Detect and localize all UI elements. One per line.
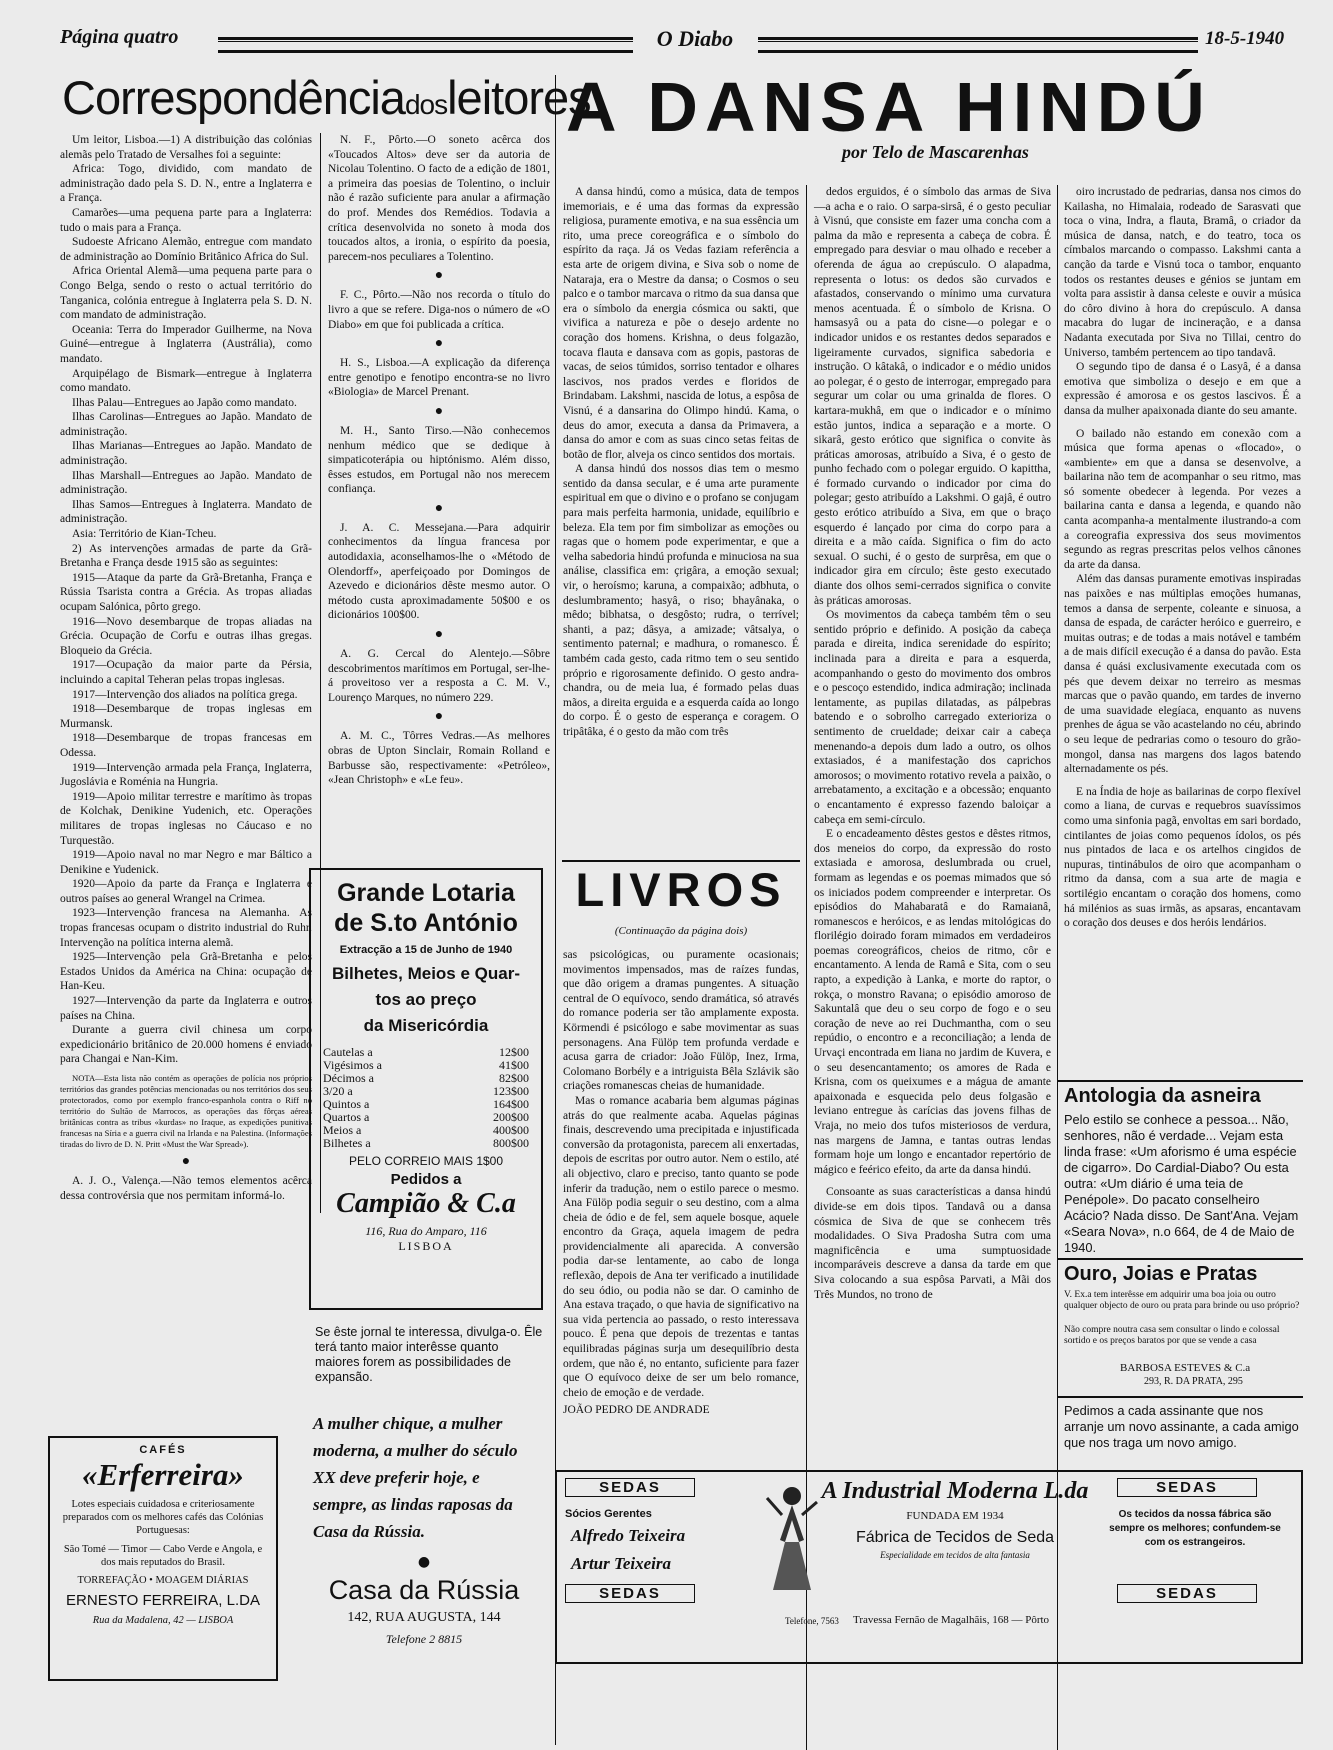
price-label: 3/20 a (323, 1084, 353, 1098)
cafes-brand: «Erferreira» (82, 1457, 244, 1492)
dansa-col4 (814, 185, 1051, 1302)
header-rule-left (218, 37, 633, 53)
livros-subtitle: (Continuação da página dois) (614, 925, 748, 937)
nota: NOTA—Esta lista não contém as operações de polícia nos próprios territórios das grandes potências mencionadas ou nos territórios dos seus protectorados, como por exemplo franco-espanhola contra o Riff no território do Sultão de Marrocos, as operações das fôrças aéreas britânicas contra as tribus «kurdas» no Iraque, as expedições punitivas francesas na Síria e a guerra civil na Irlanda e na Palestina. (Informações tiradas do livro de D. N. Pritt «Must the War Spread»). (60, 1073, 312, 1149)
lotaria-campiao: Campião & C.a (336, 1188, 516, 1219)
section-title (62, 70, 591, 133)
paragraph: Ilhas Samos—Entregues à Inglaterra. Mandato de administração. (60, 498, 312, 526)
paragraph: Um leitor, Lisboa.—1) A distribuição das colónias alemãs pelo Tratado de Versalhes foi a seguinte: (60, 134, 312, 161)
dancer-figure-icon (765, 1480, 819, 1600)
paragraph: Ilhas Carolinas—Entregues ao Japão. Mandato de administração. (60, 411, 312, 438)
price-value: 800$00 (493, 1136, 529, 1150)
livros-text (563, 948, 799, 1418)
lotaria-bilhetes: Bilhetes, Meios e Quar- (332, 964, 520, 983)
paper-title: O Diabo (656, 26, 734, 51)
paragraph: Mas o romance acabaria bem algumas páginas atrás do que realmente acaba. Aquelas páginas finais, descrevendo uma precipitada e injustificada conversão da protagonista, parecem ali enxertadas, depois de escritas por outro autor. Nem o estilo, até ali objectivo, claro e preciso, tanto quanto se pode inferir da tradução, nem o estilo parece o mesmo. Ana Fülöp podia seguir o seu destino, com a alma cheia de ódio e de fel, sem aquele bosque, aquele encontro da Graça, aquela imagem de pedra providencialmente ali aparecida. A conversão podia dar-se lentamente, ao cabo de longa reflexão, depois de Ana ter verificado a inutilidade do seu ódio, ou podia não se dar. O caminho de Ana estava traçado, o que havia de significativo na sua vida pertencia ao passado, o resto interessava pouco. É pena que depois de trezentas e tantas equilibradas páginas surja um desequilíbrio desta ordem, que não é, no entanto, suficiente para fazer que O equívoco deixe de ser um belo romance, cheio de emoção e de verdade. (563, 1094, 800, 1399)
separator-dot: ● (434, 500, 444, 516)
paragraph: O bailado não estando em conexão com a música que forma apenas o «flocado», o «ambiente» em que a dansa se desenvolve, a bailarina não tem de acompanhar o seu ritmo, mas só somente obedecer à legenda. Por vezes a bailarina canta e dansa a legenda, e quando não canta acompanha-a mentalmente ilustrando-a com a coreografia expressiva dos seus movimentos segundo as regras prescritas pelos velhos cânones da arte da dansa. (1064, 427, 1301, 571)
lotaria-ad (309, 868, 543, 1310)
separator-dot: ● (417, 1554, 431, 1570)
paragraph: A. G. Cercal do Alentejo.—Sôbre descobrimentos marítimos em Portugal, ser-lhe-á proveitoso ver a resposta a C. M. V., Lourenço Marques, no número 229. (328, 648, 550, 704)
cafes-desc: Lotes especiais cuidadosa e criteriosamente preparados com os melhores cafés das Colónias Portuguesas: (62, 1499, 264, 1536)
russia-tagline: A mulher chique, a mulher moderna, a mulher do século XX deve preferir hoje, e sempre, as lindas raposas da Casa da Rússia. (313, 1414, 518, 1541)
price-value: 12$00 (499, 1045, 529, 1059)
separator-dot: ● (434, 336, 444, 352)
lotaria-title-2: de S.to António (334, 909, 518, 937)
paragraph: Ilhas Marianas—Entregues ao Japão. Mandato de administração. (60, 440, 312, 468)
paragraph: M. H., Santo Tirso.—Não conhecemos nenhum médico que se dedique à simpaticoterápia ou hiptónismo. Além disso, êsses estudos, em Portugal não nos merecem confiança. (328, 424, 550, 496)
price-value: 82$00 (499, 1071, 529, 1085)
socio-2: Artur Teixeira (571, 1554, 671, 1573)
paragraph: 1920—Apoio da parte da França e Inglaterra e outros países ao general Wrangel na Crimea. (60, 878, 312, 905)
cafes-origins: São Tomé — Timor — Cabo Verde e Angola, e dos mais reputados do Brasil. (63, 1544, 263, 1568)
price-label: Vigésimos a (323, 1058, 382, 1072)
section-title-dos: dos (404, 89, 448, 120)
livros-title: LIVROS (575, 863, 787, 916)
paragraph: 1925—Intervenção pela Grã-Bretanha e pelos Estados Unidos da América na China: ocupação de Han-Keu. (60, 951, 312, 993)
sedas-label: SEDAS (1117, 1478, 1257, 1497)
paragraph: Ilhas Marshall—Entregues ao Japão. Mandato de administração. (60, 469, 312, 497)
paragraph: J. A. C. Messejana.—Para adquirir conhecimentos da língua francesa por autodidaxia, aconselhamos-lhe o «Método de Olendorff», aperfeiçoado por Domingos de Azevedo e dicionários dêste mesmo autor. O método custa aproximadamente 50$00 e os dicionários 100$00. (328, 521, 550, 622)
paragraph: 2) As intervenções armadas de parte da Grã-Bretanha e França desde 1915 são as seguintes: (60, 542, 312, 570)
antologia-title: Antologia da asneira (1064, 1085, 1261, 1107)
paragraph: Além das dansas puramente emotivas inspiradas nas paixões e nas múltiplas emoções humanas, temos a dansa de serpente, coleante e sinuosa, a dansa de espada, de carácter heróico e guerreiro, e muitas outras; e de todas a mais notável e também a de mais difícil execução é a dansa do pavão. Esta dansa é quási exclusivamente executada com os pés que devem deixar no terreiro as mesmas marcas que o pavão quando, em tardes de inverno de uma suavidade elegíaca, enquanto as nuvens prenhes de água se vão acastelando no céu, abrindo o seu leque de pedrarias como o tesouro do grão-mongol, dansa nas margens dos lagos batendo alternadamente os pés. (1064, 573, 1301, 776)
antologia-text: Pelo estilo se conhece a pessoa... Não, senhores, não é verdade... Vejam esta linda frase: «Um aforismo é uma espécie de cigarro». Do Cardial-Diabo? Ou esta outra: «Um diário é uma teia de Penépole». Do pacato conselheiro Acácio? Nada disso. De Sant'Ana. Vejam «Seara Nova», n.o 664, de 4 de Maio de 1940. (1064, 1112, 1299, 1255)
paragraph: 1919—Apoio militar terrestre e marítimo às tropas de Kolchak, Denikine Yudenich, etc. Operações militares de tropas inglesas no Cáucaso e no Turquestão. (60, 790, 312, 847)
paragraph: Africa Oriental Alemã—uma pequena parte para o Congo Belga, sendo o resto o actual território do Tanganica, colónia entregue à Inglaterra pela S. D. N. com mandato de administração. (60, 265, 312, 322)
pedimos-text: Pedimos a cada assinante que nos arranje um novo assinante, a cada amigo que nos traga um novo amigo. (1064, 1403, 1299, 1450)
header-rule-right (758, 37, 1198, 53)
paragraph: A. J. O., Valença.—Não temos elementos acêrca dessa controvérsia que nos permitam informá-lo. (60, 1175, 312, 1202)
paragraph: sas psicológicas, ou puramente ocasionais; movimentos impensados, mas de raízes fundas, que dão origem a dramas pungentes. A situação central de O equívoco, sendo dramática, só através do romance poderia ser tão amplamente exposta. Körmendi é psicólogo e sabe movimentar as suas personagens. Ana Fülöp tem profunda verdade e acusa garra de criador: João Fülöp, Inez, Irma, Colomano Borbély e a intriguista Bêla Szlávik são criações romanescas cheias de humanidade. (563, 949, 799, 1093)
paragraph: A dansa hindú, como a música, data de tempos imemoriais, e é uma das formas da expressão religiosa, puramente emotiva, e na sua essência um rito, uma prece coreográfica e o símbolo do espírito da raça. Já os Vedas faziam referência a esta arte de origem divina, e Siva sob o nome de Nataraja, era o Mestre da dansa; o Cosmos o seu palco e o tambor marcava o ritmo da sua dansa que era o símbolo da energia cósmica ou sakti, que vivifica a natureza e põe o desejo ardente no coração dos homens. Krishna, o deus folgazão, tocava flauta e dansava com as gopis, pastoras de vacas, de seios túmidos, sorriso tentador e olhares lascivos, nos prados verdes e floridos de Brindabam. Lakshmi, nascida de lotus, a espôsa de Visnú, é a dansarina do Olimpo hindú. Kama, o deus do amor, executa a dansa da Primavera, a dansa do amor e com as suas cinco setas feitas de botão de flor, alveja os cinco sentidos dos mortais. (563, 186, 799, 461)
paragraph: 1918—Desembarque de tropas inglesas em Murmansk. (60, 703, 312, 730)
paragraph: N. F., Pôrto.—O soneto acêrca dos «Toucados Altos» deve ser da autoria de Nicolau Tolentino. O facto de a edição de 1801, a primeira das poesias de Tolentino, o incluir não é razão suficiente para anular a afirmação do prof. Mendes dos Remédios. Todavia a crítica desenvolvida no soneto à moda dos toucados altos, a ironia, o espírito da poesia, parecem-nos peculiares a Tolentino. (328, 134, 550, 263)
price-value: 164$00 (493, 1097, 529, 1111)
paragraph: E o encadeamento dêstes gestos e dêstes ritmos, dos meneios do corpo, da expressão do rosto extasiada e amorosa, deslumbrada ou cruel, formam as legendas e os poemas mimados que só os iniciados podem compreender e interpretar. Os episódios do Mahabaratâ e do Ramaianâ, romanescos e heróicos, e as lendas mitológicas do florilégio doirado foram mimados em verdadeiros poemas coreográficos, cheios de ritmo, côr e encantamento. A lenda de Ramâ e Sita, com o seu rapto, a expedição à Lanka, e morte do raptor, o rokça, o monstro Ravana; o episódio amoroso de Sakuntalâ que deu o seu corpo de fogo e o seu coração de neve ao rei Duchmantha, com o seu repúdio, o encontro e a reconciliação; a lenda de Urvaçi encontrada em liana no jardim de Kuvera, e o seu desencantamento; os amores de Rada e Krisna, com os queixumes e a mágua de amante apaixonada e esquecida pelo deus folgasão e leviano entregue às carícias das jovens filhas de Vraja, no meio dos tufos misteriosos de verdura, nas margens de Jamna, e tantas outras lendas formam hoje um longo e encantador repertório de mágico e feérico efeito, da arte da dansa hindú. (814, 828, 1051, 1176)
paragraph: 1917—Ocupação da maior parte da Pérsia, incluindo a capital Teheran pelas tropas inglesas. (60, 659, 312, 686)
section-title-main: Correspondência (62, 71, 405, 124)
russia-address: 142, RUA AUGUSTA, 144 (347, 1610, 501, 1625)
ouro-owner: BARBOSA ESTEVES & C.a (1120, 1362, 1251, 1374)
paragraph: Arquipélago de Bismark—entregue à Inglaterra como mandato. (60, 367, 312, 395)
sedas-label: SEDAS (565, 1478, 695, 1497)
paragraph: Asia: Território de Kian-Tcheu. (72, 528, 217, 541)
paragraph: A. M. C., Tôrres Vedras.—As melhores obras de Upton Sinclair, Romain Rolland e Barbusse são, respectivamente: «Petróleo», «Jean Christoph» e «Le feu». (328, 730, 550, 787)
price-label: Cautelas a (323, 1045, 373, 1059)
price-label: Bilhetes a (323, 1136, 371, 1150)
paragraph: O segundo tipo de dansa é o Lasyâ, é a dansa emotiva que simboliza o desejo e em que a expressão é amorosa e os gestos lascivos. É a dansa da mulher apaixonada diante do seu amante. (1064, 361, 1301, 417)
paragraph: E na Índia de hoje as bailarinas de corpo flexível como a liana, de curvas e requebros suavíssimos como uma sinfonia pagã, envoltas em sari bordado, cintilantes de joias como pequenos ídolos, os pés nus pintados de laca e os artelhos cingidos de nupuras, tintinábulos de oiro que acompanham o ritmo da dansa, com a sua arte de magia e sortilégio encantam o coração dos homens, como há milénios as suas irmãs, as apsaras, encantavam o coração dos deuses e dos heróis lendários. (1064, 785, 1301, 930)
separator-dot: ● (434, 627, 444, 643)
sedas-fabrica: Fábrica de Tecidos de Seda (855, 1529, 1055, 1546)
ouro-text-2: Não compre noutra casa sem consultar o lindo e colossal sortido e os preços baratos por que se vende a casa (1064, 1325, 1280, 1346)
price-label: Quintos a (323, 1097, 370, 1111)
paragraph: A dansa hindú dos nossos dias tem o mesmo sentido da dansa secular, e é uma arte puramente espiritual em que o divino e o profano se conjugam para mais perfeita harmonia, unidade, equilíbrio e beleza. Ela tem por fim simbolizar as emoções ou ragas que o homem pode experimentar, e que a velha sabedoria hindú profunda e minuciosa na sua análise, classifica em: çrigâra, a emoção sexual; vir, o heroísmo; karuna, a compaixão; adbhuta, o deslumbramento; hasyâ, o riso; bhayânaka, o mêdo; bibhatsa, o desgôsto; rudra, o terrível; shanti, a paz; dâsya, a amizade; vâtsalya, o sentimento paternal; e madhura, o romanesco. É também cada gesto, cada ritmo tem o seu sentido próprio e rigorosamente definido. O gesto andra-chandra, ou de meia lua, é formado pelas duas mãos, a direita erguida e a esquerda caída ao longo do corpo. É o gesto de esperança e coragem. O tripâtâka, é o gesto da mão com três (563, 463, 800, 738)
cafes-torrefacao: TORREFAÇÃO • MOAGEM DIÁRIAS (77, 1575, 249, 1586)
paragraph: Sudoeste Africano Alemão, entregue com mandato de administração ao Domínio Britânico Africa do Sul. (60, 236, 312, 263)
russia-phone: Telefone 2 8815 (385, 1632, 463, 1646)
sedas-address: Travessa Fernão de Magalhãis, 168 — Pôrto (853, 1614, 1050, 1626)
paragraph: Africa: Togo, dividido, com mandato de administração dado pela S. D. N., entre a Inglaterra e a França. (60, 163, 312, 205)
price-value: 123$00 (493, 1084, 529, 1098)
page-date: 18-5-1940 (1205, 28, 1285, 49)
separator-dot: ● (434, 403, 444, 419)
ouro-address: 293, R. DA PRATA, 295 (1144, 1376, 1243, 1387)
page-label: Página quatro (60, 26, 179, 48)
lotaria-misericordia: da Misericórdia (363, 1016, 489, 1035)
sedas-especialidade: Especialidade em tecidos de alta fantasia (880, 1550, 1030, 1560)
separator-dot: ● (434, 709, 444, 725)
sedas-label: SEDAS (1117, 1584, 1257, 1603)
sedas-right-text: Os tecidos da nossa fábrica são sempre os melhores; confundem-se com os estrangeiros. (1109, 1509, 1281, 1548)
cafes-address: Rua da Madalena, 42 — LISBOA (92, 1615, 234, 1626)
paragraph: Os movimentos da cabeça também têm o seu sentido próprio e definido. A posição da cabeça parada e direita, indica serenidade do espírito; inclinada para a direita e para a esquerda, acompanhando o gesto do movimento dos ombros e o pescoço estendido, indica admiração; inclinada lentamente, as pupilas dilatadas, as pálpebras batendo e o sobrolho carregado exterioriza o sentimento de crueldade; deixar cair a cabeça menenando-a depois dum lado a outro, os olhos extasiados, é a manifestação dos caprichos amorosos; o movimento rotativo revela a paixão, o arrebatamento, a excitação e a obcessão; enquanto o encantamento é expresso fazendo baloiçar a cabeça em semi-círculo. (814, 609, 1051, 826)
price-label: Quartos a (323, 1110, 370, 1124)
paragraph: dedos erguidos, é o símbolo das armas de Siva—a acha e o raio. O sarpa-sirsâ, é o gesto peculiar à Visnú, que consiste em fazer uma concha com a palma da mão e representa a cabeça de cobra. É empregado para desviar o mau olhado e receber a oferenda de água ao crepúsculo. O alapadma, representa o lotus: os dedos são curvados e afastados, conservando o mínimo uma curvatura menos acentuada. É o símbolo de Krisna. O hamsasyâ ou a pata do cisne—o polegar e o indicador unidos e os restantes dedos separados e ligeiramente curvados, significa sabedoria e instrução. O kâtakâ, o indicador e o médio unidos ao polegar, é o gesto de interrogar, empregado para segurar um colar ou uma grinalda de flores. O kartara-mukhâ, em que o indicador e o mínimo estão juntos, indica a separação e a morte. O sikarâ, gesto erótico que significa o convite às práticas amorosas, atribuído a Siva, é o gesto de punho fechado com o polegar erguido. O kapittha, é formado curvando o indicador por cima do polegar; gesto atribuído a Lakshmi. O gajâ, é outro gesto erótico atribuído a Siva, em que o braço esquerdo é lançado por cima do corpo para a direita e a mão caída. Significa o fim do acto sexual. O suchi, é o gesto de surprêsa, em que o indicador gira em círculo; êste gesto executado diante dos olhos semi-cerrados significa o convite às práticas amorosas. (814, 186, 1051, 607)
dansa-col3 (563, 185, 799, 740)
russia-name: Casa da Rússia (328, 1575, 520, 1605)
socio-1: Alfredo Teixeira (571, 1526, 686, 1545)
correspondencia-col1 (60, 133, 312, 1203)
ouro-text-1: V. Ex.a tem interêsse em adquirir uma boa joia ou outro qualquer objecto de ouro ou prata para brinde ou uso próprio? (1064, 1290, 1300, 1311)
paragraph: 1923—Intervenção francesa na Alemanha. As tropas francesas ocupam o distrito industrial do Ruhr. Intervenção na política interna alemã. (60, 907, 312, 949)
lotaria-correio: PELO CORREIO MAIS 1$00 (348, 1154, 504, 1168)
price-label: Meios a (323, 1123, 362, 1137)
sedas-telefone: Telefone, 7563 (785, 1616, 839, 1626)
dansa-byline: por Telo de Mascarenhas (842, 142, 1029, 162)
sedas-brand: A Industrial Moderna L.da (821, 1478, 1089, 1504)
paragraph: oiro incrustado de pedrarias, dansa nos cimos do Kailasha, no Himalaia, rodeado de Sarasvati que toca o vina, Indra, a flauta, Bramâ, o criador da música de dansa, natch, e do teatro, toca os címbalos marcando o compasso. Lakshmi canta a canção da tarde e Visnú toca o tambor, enquanto todos os restantes deuses e génios se juntam em volta para assistir à dansa celeste e ouvir a música do côro divino à hora do crepúsculo. A dansa macabra do lugar de incineração, e a dansa Nadanta executada por Siva no Tillai, centro do Universo, também pertencem ao tipo tandavâ. (1064, 186, 1301, 359)
paragraph: 1919—Apoio naval no mar Negro e mar Báltico a Denikine e Yudenick. (60, 849, 312, 876)
price-label: Décimos a (323, 1071, 374, 1085)
cafes-owner: ERNESTO FERREIRA, L.DA (66, 1592, 260, 1609)
sedas-label: SEDAS (565, 1584, 695, 1603)
price-value: 400$00 (493, 1123, 529, 1137)
paragraph: 1919—Intervenção armada pela França, Inglaterra, Jugoslávia e Roménia na Hungria. (60, 761, 312, 789)
separator-dot: ● (181, 1154, 191, 1169)
paragraph: 1927—Intervenção da parte da Inglaterra e outros países na China. (60, 995, 312, 1022)
paragraph: H. S., Lisboa.—A explicação da diferença entre genotipo e fenotipo encontra-se no livro «Biologia» de Marcel Prenant. (328, 357, 550, 399)
russia-ad (303, 1410, 545, 1685)
paragraph: Oceania: Terra do Imperador Guilherme, na Nova Guiné—entregue à Inglaterra (Austrália), como mandato. (60, 323, 312, 365)
cafes-label: CAFÉS (139, 1444, 187, 1456)
cafes-ad (48, 1436, 278, 1681)
lotaria-tos: tos ao preço (375, 990, 477, 1009)
lotaria-extraccao: Extracção a 15 de Junho de 1940 (339, 944, 513, 956)
lotaria-pedidos: Pedidos a (390, 1171, 462, 1188)
paragraph: Durante a guerra civil chinesa um corpo expedicionário britânico de 20.000 homens é enviado para Changai e Nan-Kim. (60, 1024, 312, 1066)
paragraph: Ilhas Palau—Entregues ao Japão como mandato. (72, 396, 297, 409)
price-row (323, 1137, 529, 1150)
lotaria-address: 116, Rua do Amparo, 116 (365, 1224, 487, 1238)
dansa-col5 (1064, 185, 1301, 931)
dansa-title: A DANSA HINDÚ (566, 68, 1212, 146)
sedas-ad (555, 1470, 1303, 1664)
paragraph: 1915—Ataque da parte da Grã-Bretanha, França e Rússia Tsarista contra a Grécia. As tropas aliadas ocupam Salónica, pôrto grego. (60, 571, 312, 613)
ouro-top-rule (1058, 1258, 1303, 1260)
sedas-fundada: FUNDADA EM 1934 (906, 1510, 1004, 1522)
price-value: 200$00 (493, 1110, 529, 1124)
paragraph: Consoante as suas características a dansa hindú divide-se em dois tipos. Tandavâ ou a dansa cósmica de Siva de que se conhecem três modalidades. O Siva Pradosha Sutra com uma magnificência e uma sumptuosidade incomparáveis descreve a dansa da tarde em que Siva colocando a sua espôsa Parvati, a Mãi dos Três Mundos, no trono de (814, 1186, 1051, 1301)
paragraph: 1917—Intervenção dos aliados na política grega. (72, 688, 298, 701)
jornal-note: Se êste jornal te interessa, divulga-o. Êle terá tanto maior interêsse quanto maiores forem as possibilidades de expansão. (315, 1325, 543, 1384)
socios-label: Sócios Gerentes (565, 1508, 652, 1520)
paragraph: F. C., Pôrto.—Não nos recorda o título do livro a que se refere. Diga-nos o número de «O Diabo» em que foi publicada a crítica. (328, 289, 550, 331)
paragraph: 1918—Desembarque de tropas francesas em Odessa. (60, 732, 312, 759)
lotaria-title: Grande Lotaria (337, 879, 515, 907)
lotaria-city: LISBOA (398, 1239, 454, 1253)
paragraph: Camarões—uma pequena parte para a Inglaterra: tudo o mais para a França. (60, 206, 312, 234)
price-value: 41$00 (499, 1058, 529, 1072)
separator-dot: ● (434, 268, 444, 284)
section-title-end: leitores (447, 71, 591, 124)
paragraph: 1916—Novo desembarque de tropas aliadas na Grécia. Ocupação de Corfu e outras ilhas gregas. Bloqueio da Grécia. (60, 615, 312, 657)
pedimos-top-rule (1058, 1396, 1303, 1398)
ouro-title: Ouro, Joias e Pratas (1064, 1263, 1258, 1285)
livros-author: JOÃO PEDRO DE ANDRADE (563, 1404, 710, 1417)
correspondencia-col2 (328, 133, 550, 788)
